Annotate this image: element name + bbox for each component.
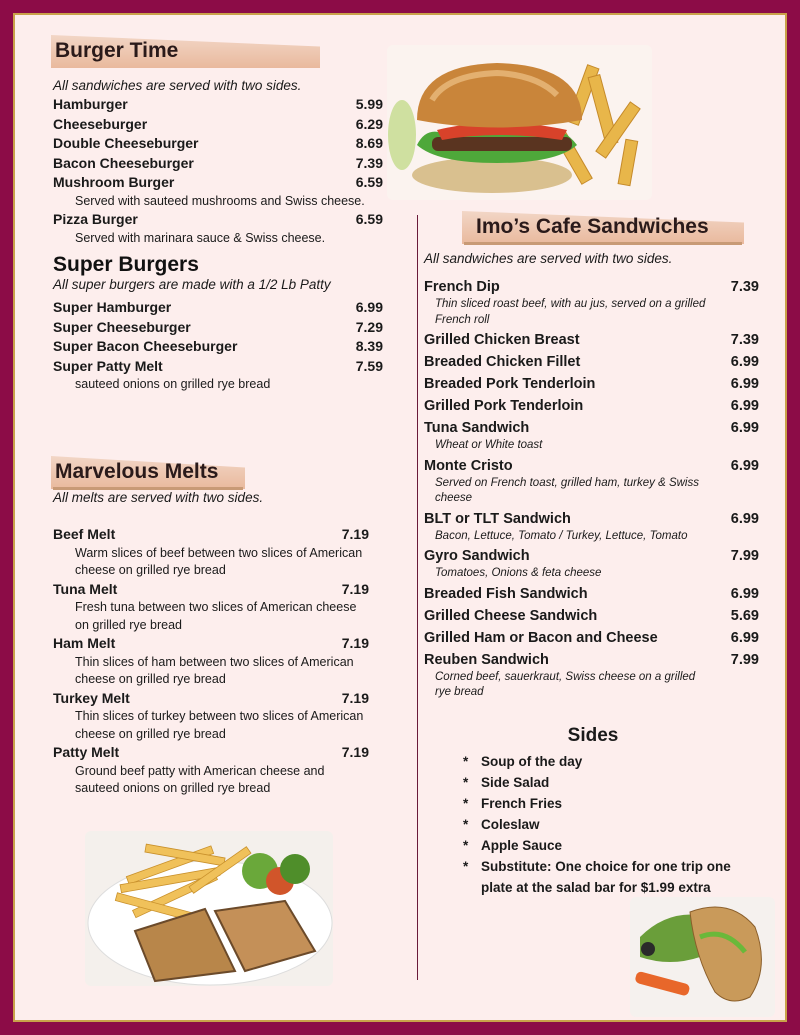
menu-item (53, 298, 383, 318)
item-name: French Dip (424, 279, 500, 295)
item-name: Breaded Pork Tenderloin (424, 376, 596, 392)
item-description: Ground beef patty with American cheese and sauteed onions on grilled rye bread (75, 763, 325, 795)
menu-item (53, 580, 369, 600)
item-price: 7.39 (730, 332, 759, 348)
bullet-star: * (463, 859, 469, 874)
menu-item (424, 651, 759, 670)
menu-item (53, 357, 383, 377)
item-price: 7.19 (341, 635, 369, 651)
side-item (463, 835, 763, 856)
menu-item (53, 173, 383, 193)
item-price: 6.29 (355, 115, 383, 132)
super-burgers-title: Super Burgers (53, 253, 199, 276)
cafe-note: All sandwiches are served with two sides. (424, 251, 673, 266)
melts-list (53, 525, 369, 798)
item-description: Thin slices of ham between two slices of American cheese on grilled rye bread (75, 654, 354, 686)
item-description: sauteed onions on grilled rye bread (75, 377, 271, 391)
item-price: 7.39 (730, 279, 759, 295)
item-description: Served with sauteed mushrooms and Swiss cheese. (75, 193, 365, 208)
item-name: Mushroom Burger (53, 174, 175, 190)
item-description: Bacon, Lettuce, Tomato / Turkey, Lettuce, Tomato (435, 529, 688, 542)
bullet-star: * (463, 754, 469, 769)
item-name: Bacon Cheeseburger (53, 154, 194, 171)
item-description: Thin sliced roast beef, with au jus, served on a grilled French roll (435, 298, 706, 326)
item-name: Tuna Melt (53, 580, 118, 597)
sides-title: Sides (567, 725, 619, 746)
cafe-title: Imo’s Cafe Sandwiches (464, 213, 742, 242)
side-label: French Fries (481, 796, 563, 811)
menu-item (53, 689, 369, 709)
menu-item (424, 397, 759, 416)
menu-item (53, 743, 369, 763)
item-name: Grilled Pork Tenderloin (424, 398, 584, 414)
item-name: Super Patty Melt (53, 357, 163, 374)
item-price: 7.19 (341, 744, 369, 760)
item-price: 6.59 (355, 211, 383, 227)
item-price: 7.19 (341, 689, 369, 706)
side-label: Substitute: One choice for one trip one plate at the salad bar for $1.99 extra (481, 859, 731, 895)
menu-item (424, 629, 759, 648)
item-price: 7.19 (341, 580, 369, 597)
menu-item (53, 154, 383, 174)
item-name: Monte Cristo (424, 457, 513, 474)
item-name: Double Cheeseburger (53, 135, 199, 151)
item-description: Corned beef, sauerkraut, Swiss cheese on a grilled rye bread (435, 670, 696, 698)
bullet-star: * (463, 775, 469, 790)
item-description: Warm slices of beef between two slices of American cheese on grilled rye bread (75, 545, 363, 577)
item-price: 7.19 (341, 526, 369, 542)
menu-item (424, 457, 759, 476)
item-name: Grilled Chicken Breast (424, 332, 580, 348)
cafe-list (424, 278, 759, 701)
item-name: Cheeseburger (53, 115, 148, 132)
item-name: Reuben Sandwich (424, 651, 549, 668)
item-price: 6.99 (730, 354, 759, 370)
menu-item (53, 634, 369, 654)
menu-item (53, 210, 383, 230)
item-name: Patty Melt (53, 744, 120, 760)
item-price: 6.99 (730, 376, 759, 392)
menu-item (424, 375, 759, 394)
item-price: 7.39 (355, 154, 383, 171)
item-price: 8.69 (355, 135, 383, 151)
menu-item (53, 318, 383, 338)
melts-title: Marvelous Melts (53, 458, 243, 487)
burger-time-title: Burger Time (53, 37, 318, 66)
item-price: 6.99 (730, 629, 759, 646)
item-name: Breaded Chicken Fillet (424, 354, 581, 370)
cafe-section (424, 213, 759, 701)
item-name: BLT or TLT Sandwich (424, 510, 571, 527)
super-burgers-note: All super burgers are made with a 1/2 Lb Patty (53, 277, 331, 292)
burger-time-section (53, 37, 383, 394)
item-price: 8.39 (355, 338, 383, 354)
melts-note: All melts are served with two sides. (53, 490, 264, 505)
item-price: 6.99 (730, 585, 759, 602)
item-name: Super Cheeseburger (53, 318, 191, 335)
item-name: Super Bacon Cheeseburger (53, 338, 238, 354)
sides-section (463, 725, 763, 898)
side-label: Coleslaw (481, 817, 540, 832)
item-description: Wheat or White toast (435, 439, 543, 451)
sub-sandwich-photo (630, 897, 775, 1017)
melt-fries-photo (85, 831, 333, 986)
menu-item (424, 353, 759, 372)
item-name: Pizza Burger (53, 211, 138, 227)
super-burgers-list (53, 298, 383, 394)
menu-item (424, 547, 759, 566)
menu-item (424, 278, 759, 297)
side-item (463, 772, 763, 793)
menu-item (424, 607, 759, 626)
menu-item (53, 134, 383, 154)
item-description: Fresh tuna between two slices of American cheese on grilled rye bread (75, 600, 357, 632)
menu-item (53, 95, 383, 115)
item-name: Breaded Fish Sandwich (424, 585, 588, 602)
menu-item (53, 337, 383, 357)
item-price: 5.99 (355, 96, 383, 112)
item-name: Grilled Ham or Bacon and Cheese (424, 629, 658, 646)
item-description: Thin slices of turkey between two slices of American cheese on grilled rye bread (75, 709, 364, 741)
melts-section (53, 458, 383, 798)
side-item (463, 793, 763, 814)
column-divider (417, 215, 418, 980)
item-name: Ham Melt (53, 635, 116, 651)
item-description: Served with marinara sauce & Swiss cheese. (75, 230, 326, 245)
item-price: 7.99 (730, 548, 759, 564)
item-price: 6.99 (730, 420, 759, 436)
menu-item (424, 331, 759, 350)
item-name: Super Hamburger (53, 299, 172, 315)
bullet-star: * (463, 838, 469, 853)
item-price: 5.69 (730, 607, 759, 624)
item-price: 6.99 (730, 510, 759, 527)
item-name: Tuna Sandwich (424, 420, 530, 436)
item-description: Served on French toast, grilled ham, turkey & Swiss cheese (435, 476, 699, 504)
item-price: 7.99 (730, 651, 759, 668)
side-label: Apple Sauce (481, 838, 563, 853)
item-name: Grilled Cheese Sandwich (424, 607, 598, 624)
sides-list (463, 751, 763, 898)
bullet-star: * (463, 817, 469, 832)
item-name: Turkey Melt (53, 689, 130, 706)
menu-item (424, 419, 759, 438)
item-description: Tomatoes, Onions & feta cheese (435, 567, 602, 579)
menu-item (53, 525, 369, 545)
item-price: 7.29 (355, 318, 383, 335)
item-price: 6.99 (730, 457, 759, 474)
item-name: Beef Melt (53, 526, 116, 542)
menu-item (424, 510, 759, 529)
menu-item (53, 115, 383, 135)
menu-item (424, 585, 759, 604)
item-price: 6.59 (355, 174, 383, 190)
burger-time-note: All sandwiches are served with two sides. (53, 78, 302, 93)
item-price: 6.99 (355, 299, 383, 315)
bullet-star: * (463, 796, 469, 811)
burger-time-list (53, 95, 383, 247)
burger-fries-photo (387, 45, 652, 200)
side-item (463, 856, 763, 898)
side-item (463, 751, 763, 772)
item-price: 7.59 (355, 357, 383, 374)
menu-page (13, 13, 787, 1022)
side-item (463, 814, 763, 835)
item-name: Hamburger (53, 96, 128, 112)
side-label: Side Salad (481, 775, 550, 790)
side-label: Soup of the day (481, 754, 583, 769)
item-price: 6.99 (730, 398, 759, 414)
item-name: Gyro Sandwich (424, 548, 530, 564)
